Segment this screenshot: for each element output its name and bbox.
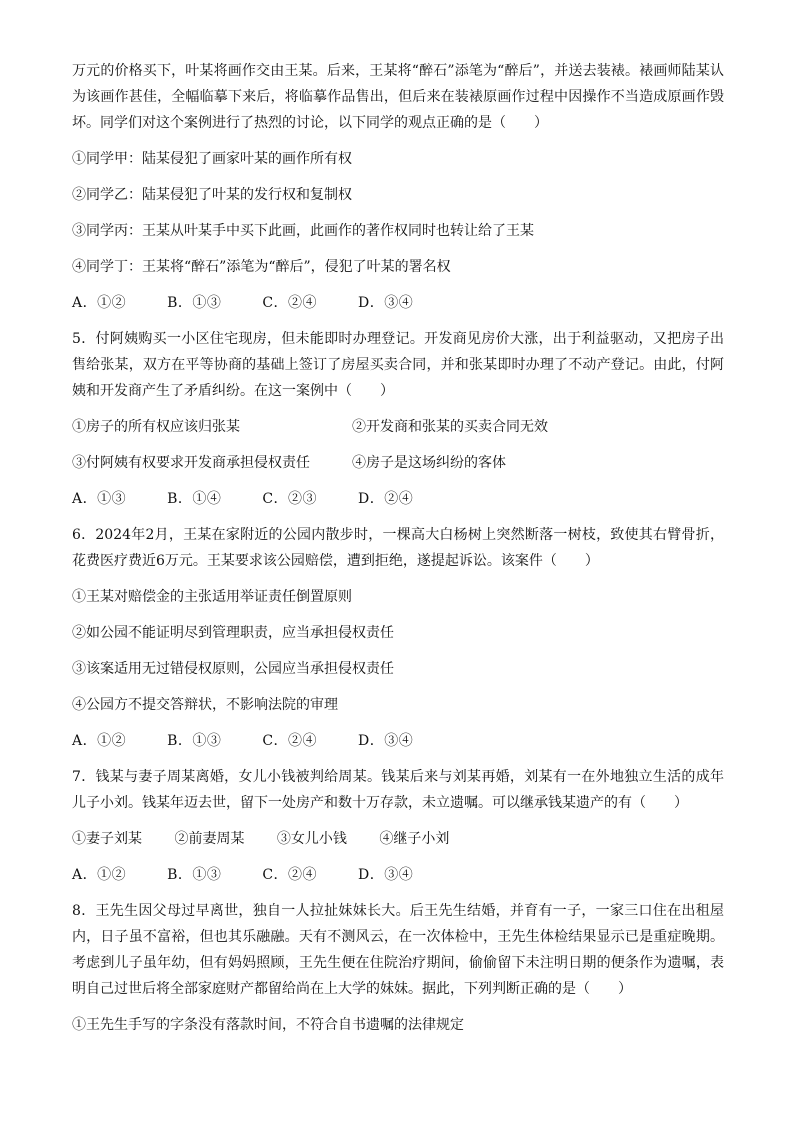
q6-answers bbox=[72, 728, 724, 754]
exam-page bbox=[72, 58, 724, 1048]
q7-option-2: ②前妻周某 bbox=[174, 831, 245, 847]
q5-option-3: ③付阿姨有权要求开发商承担侵权责任 bbox=[72, 455, 310, 471]
q6-option-1: ①王某对赔偿金的主张适用举证责任倒置原则 bbox=[72, 589, 352, 605]
q7-answer-d: D．③④ bbox=[358, 867, 414, 883]
q5-answer-b: B．①④ bbox=[167, 491, 222, 507]
q5-option-1: ①房子的所有权应该归张某 bbox=[72, 419, 240, 435]
q4-answer-d: D．③④ bbox=[358, 295, 414, 311]
q4-option-2: ②同学乙：陆某侵犯了叶某的发行权和复制权 bbox=[72, 187, 352, 203]
q7-option-3: ③女儿小钱 bbox=[276, 831, 347, 847]
q5-answer-a: A．①③ bbox=[72, 491, 127, 507]
q4-answer-a: A．①② bbox=[72, 295, 127, 311]
q6-answer-b: B．①③ bbox=[167, 733, 222, 749]
q4-stem: 万元的价格买下，叶某将画作交由王某。后来，王某将“醉石”添笔为“醉后”，并送去装裱。裱画师陆某认为该画作甚佳，全幅临摹下来后，将临摹作品售出，但后来在装裱原画作过程中因操作不当造成原画作毁坏。同学们对这个案例进行了热烈的讨论，以下同学的观点正确的是（ ） bbox=[72, 63, 724, 131]
q5-answer-c: C．②③ bbox=[262, 491, 318, 507]
q7-options-row bbox=[72, 826, 724, 852]
q7-option-4: ④继子小刘 bbox=[379, 831, 450, 847]
q5-options-row-2 bbox=[72, 450, 724, 476]
q8-option-1: ①王先生手写的字条没有落款时间，不符合自书遗嘱的法律规定 bbox=[72, 1017, 464, 1033]
q6-answer-a: A．①② bbox=[72, 733, 127, 749]
q4-answer-b: B．①③ bbox=[167, 295, 222, 311]
q5-option-4: ④房子是这场纠纷的客体 bbox=[352, 455, 506, 471]
q7-stem: 7．钱某与妻子周某离婚，女儿小钱被判给周某。钱某后来与刘某再婚，刘某有一在外地独立生活的成年儿子小刘。钱某年迈去世，留下一处房产和数十万存款，未立遗嘱。可以继承钱某遗产的有（ ） bbox=[72, 769, 724, 811]
q5-stem: 5．付阿姨购买一小区住宅现房，但未能即时办理登记。开发商见房价大涨，出于利益驱动，又把房子出售给张某，双方在平等协商的基础上签订了房屋买卖合同，并和张某即时办理了不动产登记。由此，付阿姨和开发商产生了矛盾纠纷。在这一案例中（ ） bbox=[72, 331, 724, 399]
q6-option-4: ④公园方不提交答辩状，不影响法院的审理 bbox=[72, 697, 338, 713]
q6-answer-c: C．②④ bbox=[262, 733, 318, 749]
q6-answer-d: D．③④ bbox=[358, 733, 414, 749]
q5-answers bbox=[72, 486, 724, 512]
q6-stem: 6．2024年2月，王某在家附近的公园内散步时，一棵高大白杨树上突然断落一树枝，致使其右臂骨折，花费医疗费近6万元。王某要求该公园赔偿，遭到拒绝，遂提起诉讼。该案件（ ） bbox=[72, 527, 724, 569]
q4-option-4: ④同学丁：王某将“醉石”添笔为“醉后”，侵犯了叶某的署名权 bbox=[72, 259, 451, 275]
q7-answer-a: A．①② bbox=[72, 867, 127, 883]
q8-stem: 8．王先生因父母过早离世，独自一人拉扯妹妹长大。后王先生结婚，并育有一子，一家三口住在出租屋内，日子虽不富裕，但也其乐融融。天有不测风云，在一次体检中，王先生体检结果显示已是重症晚期。考虑到儿子虽年幼，但有妈妈照顾，王先生便在住院治疗期间，偷偷留下未注明日期的便条作为遗嘱，表明自己过世后将全部家庭财产都留给尚在上大学的妹妹。据此，下列判断正确的是（ ） bbox=[72, 903, 724, 997]
q7-answer-c: C．②④ bbox=[262, 867, 318, 883]
q4-option-1: ①同学甲：陆某侵犯了画家叶某的画作所有权 bbox=[72, 151, 352, 167]
q6-option-2: ②如公园不能证明尽到管理职责，应当承担侵权责任 bbox=[72, 625, 394, 641]
q7-answer-b: B．①③ bbox=[167, 867, 222, 883]
q7-answers bbox=[72, 862, 724, 888]
q4-answer-c: C．②④ bbox=[262, 295, 318, 311]
q5-answer-d: D．②④ bbox=[358, 491, 414, 507]
q5-option-2: ②开发商和张某的买卖合同无效 bbox=[352, 419, 548, 435]
q6-option-3: ③该案适用无过错侵权原则，公园应当承担侵权责任 bbox=[72, 661, 394, 677]
q4-answers bbox=[72, 290, 724, 316]
q5-options-row-1 bbox=[72, 414, 724, 440]
q7-option-1: ①妻子刘某 bbox=[72, 831, 142, 847]
q4-option-3: ③同学丙：王某从叶某手中买下此画，此画作的著作权同时也转让给了王某 bbox=[72, 223, 534, 239]
